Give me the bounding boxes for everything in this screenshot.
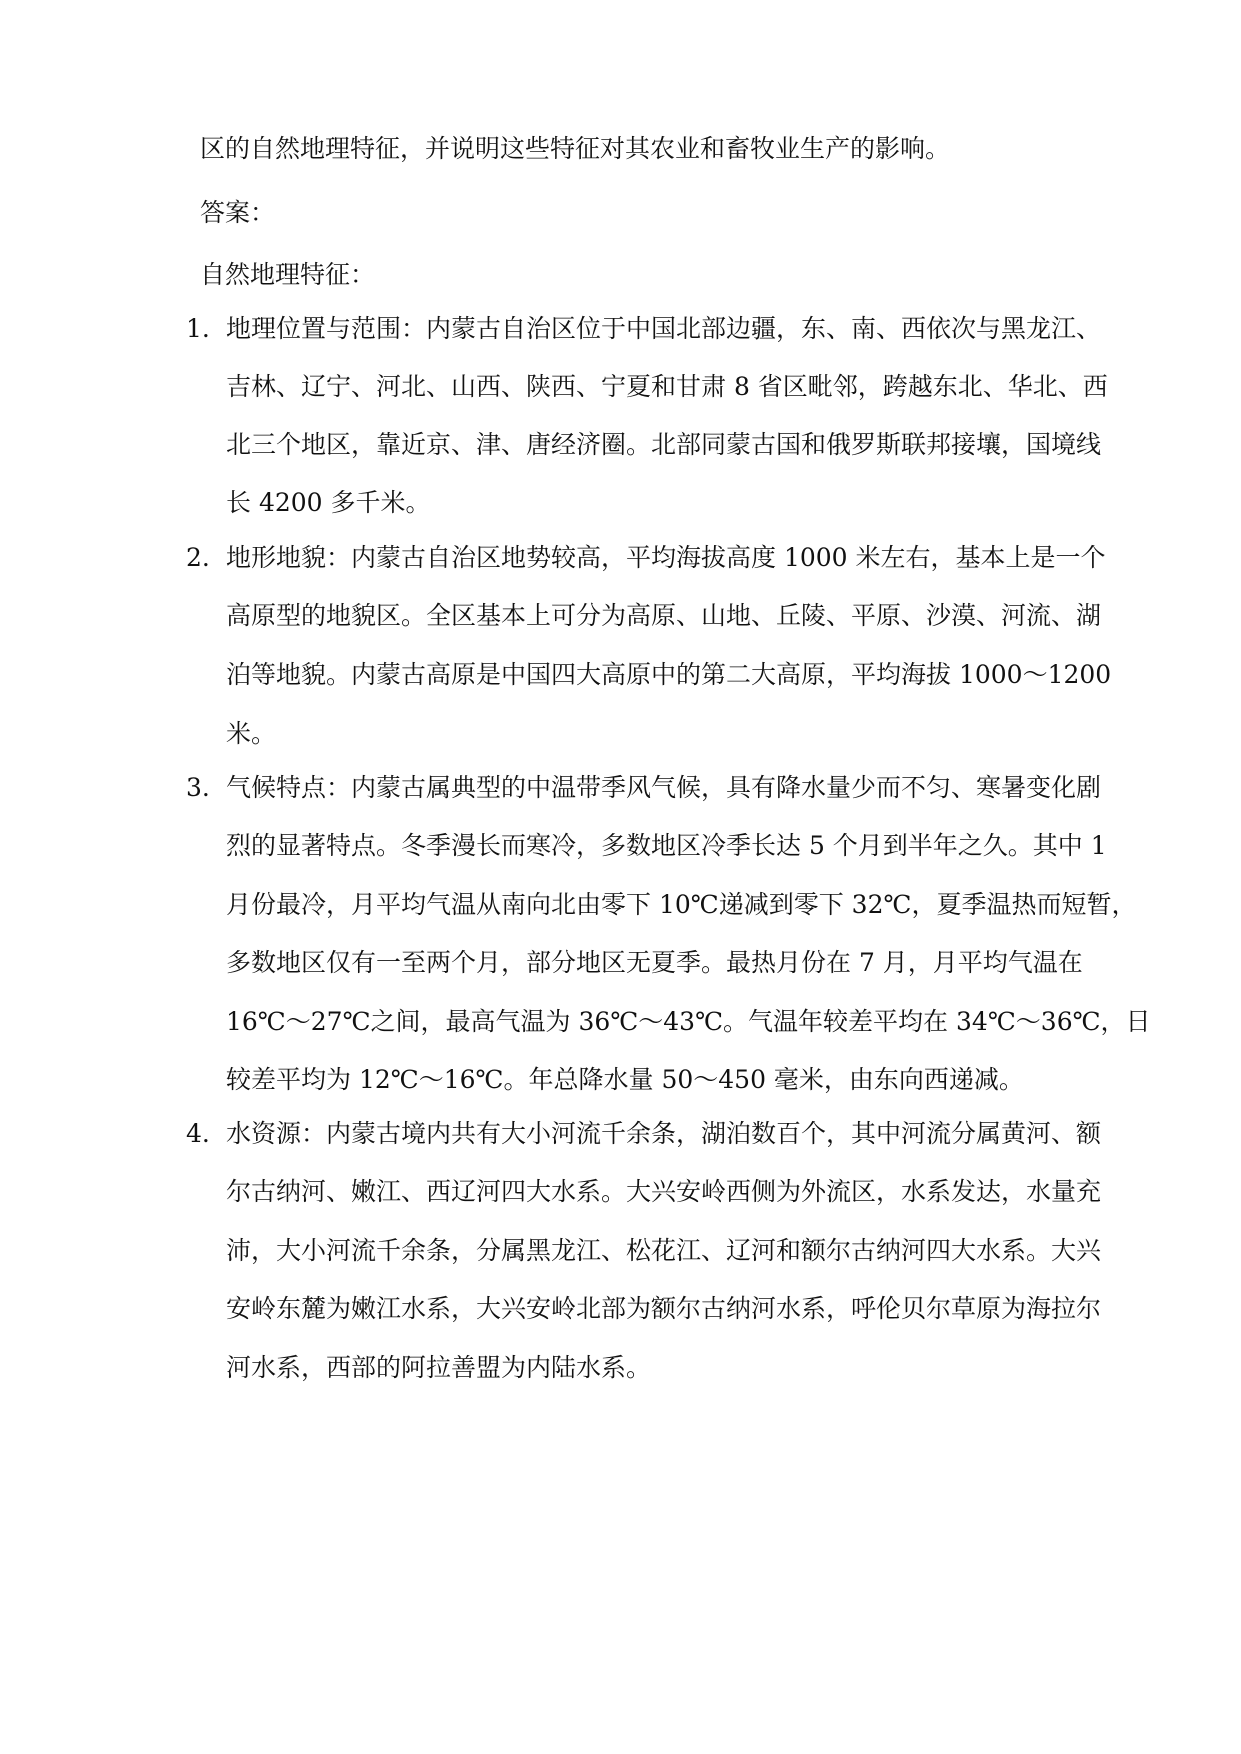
list-item-line: 水资源：内蒙古境内共有大小河流千余条，湖泊数百个，其中河流分属黄河、额 [226,1119,1102,1148]
list-item-number: 3. [186,773,210,802]
list-item-line: 泊等地貌。内蒙古高原是中国四大高原中的第二大高原，平均海拔 1000～1200 [226,660,1112,689]
section-heading: 自然地理特征： [200,260,376,289]
list-item-line: 长 4200 多千米。 [226,488,431,517]
list-item-line: 地理位置与范围：内蒙古自治区位于中国北部边疆，东、南、西依次与黑龙江、 [226,314,1102,343]
list-item-line: 月份最冷，月平均气温从南向北由零下 10℃递减到零下 32℃，夏季温热而短暂， [226,890,1137,919]
list-item-line: 16℃～27℃之间，最高气温为 36℃～43℃。气温年较差平均在 34℃～36℃，日 [226,1007,1151,1036]
list-item-line: 尔古纳河、嫩江、西辽河四大水系。大兴安岭西侧为外流区，水系发达，水量充 [226,1177,1102,1206]
list-item-line: 河水系，西部的阿拉善盟为内陆水系。 [226,1353,652,1382]
list-item-line: 烈的显著特点。冬季漫长而寒冷，多数地区冷季长达 5 个月到半年之久。其中 1 [226,831,1107,860]
list-item-line: 高原型的地貌区。全区基本上可分为高原、山地、丘陵、平原、沙漠、河流、湖 [226,601,1102,630]
list-item-line: 较差平均为 12℃～16℃。年总降水量 50～450 毫米，由东向西递减。 [226,1065,1024,1094]
list-item-line: 北三个地区，靠近京、津、唐经济圈。北部同蒙古国和俄罗斯联邦接壤，国境线 [226,430,1102,459]
list-item-line: 多数地区仅有一至两个月，部分地区无夏季。最热月份在 7 月，月平均气温在 [226,948,1083,977]
answer-label: 答案： [200,198,276,227]
list-item-number: 4. [186,1119,210,1148]
list-item-line: 气候特点：内蒙古属典型的中温带季风气候，具有降水量少而不匀、寒暑变化剧 [226,773,1102,802]
list-item-line: 安岭东麓为嫩江水系，大兴安岭北部为额尔古纳河水系，呼伦贝尔草原为海拉尔 [226,1294,1102,1323]
list-item-line: 米。 [226,719,277,748]
list-item-line: 沛，大小河流千余条，分属黑龙江、松花江、辽河和额尔古纳河四大水系。大兴 [226,1236,1102,1265]
list-item-line: 吉林、辽宁、河北、山西、陕西、宁夏和甘肃 8 省区毗邻，跨越东北、华北、西 [226,372,1108,401]
intro-paragraph: 区的自然地理特征，并说明这些特征对其农业和畜牧业生产的影响。 [200,134,951,163]
list-item-number: 1. [186,314,210,343]
list-item-line: 地形地貌：内蒙古自治区地势较高，平均海拔高度 1000 米左右，基本上是一个 [226,543,1106,572]
list-item-number: 2. [186,543,210,572]
